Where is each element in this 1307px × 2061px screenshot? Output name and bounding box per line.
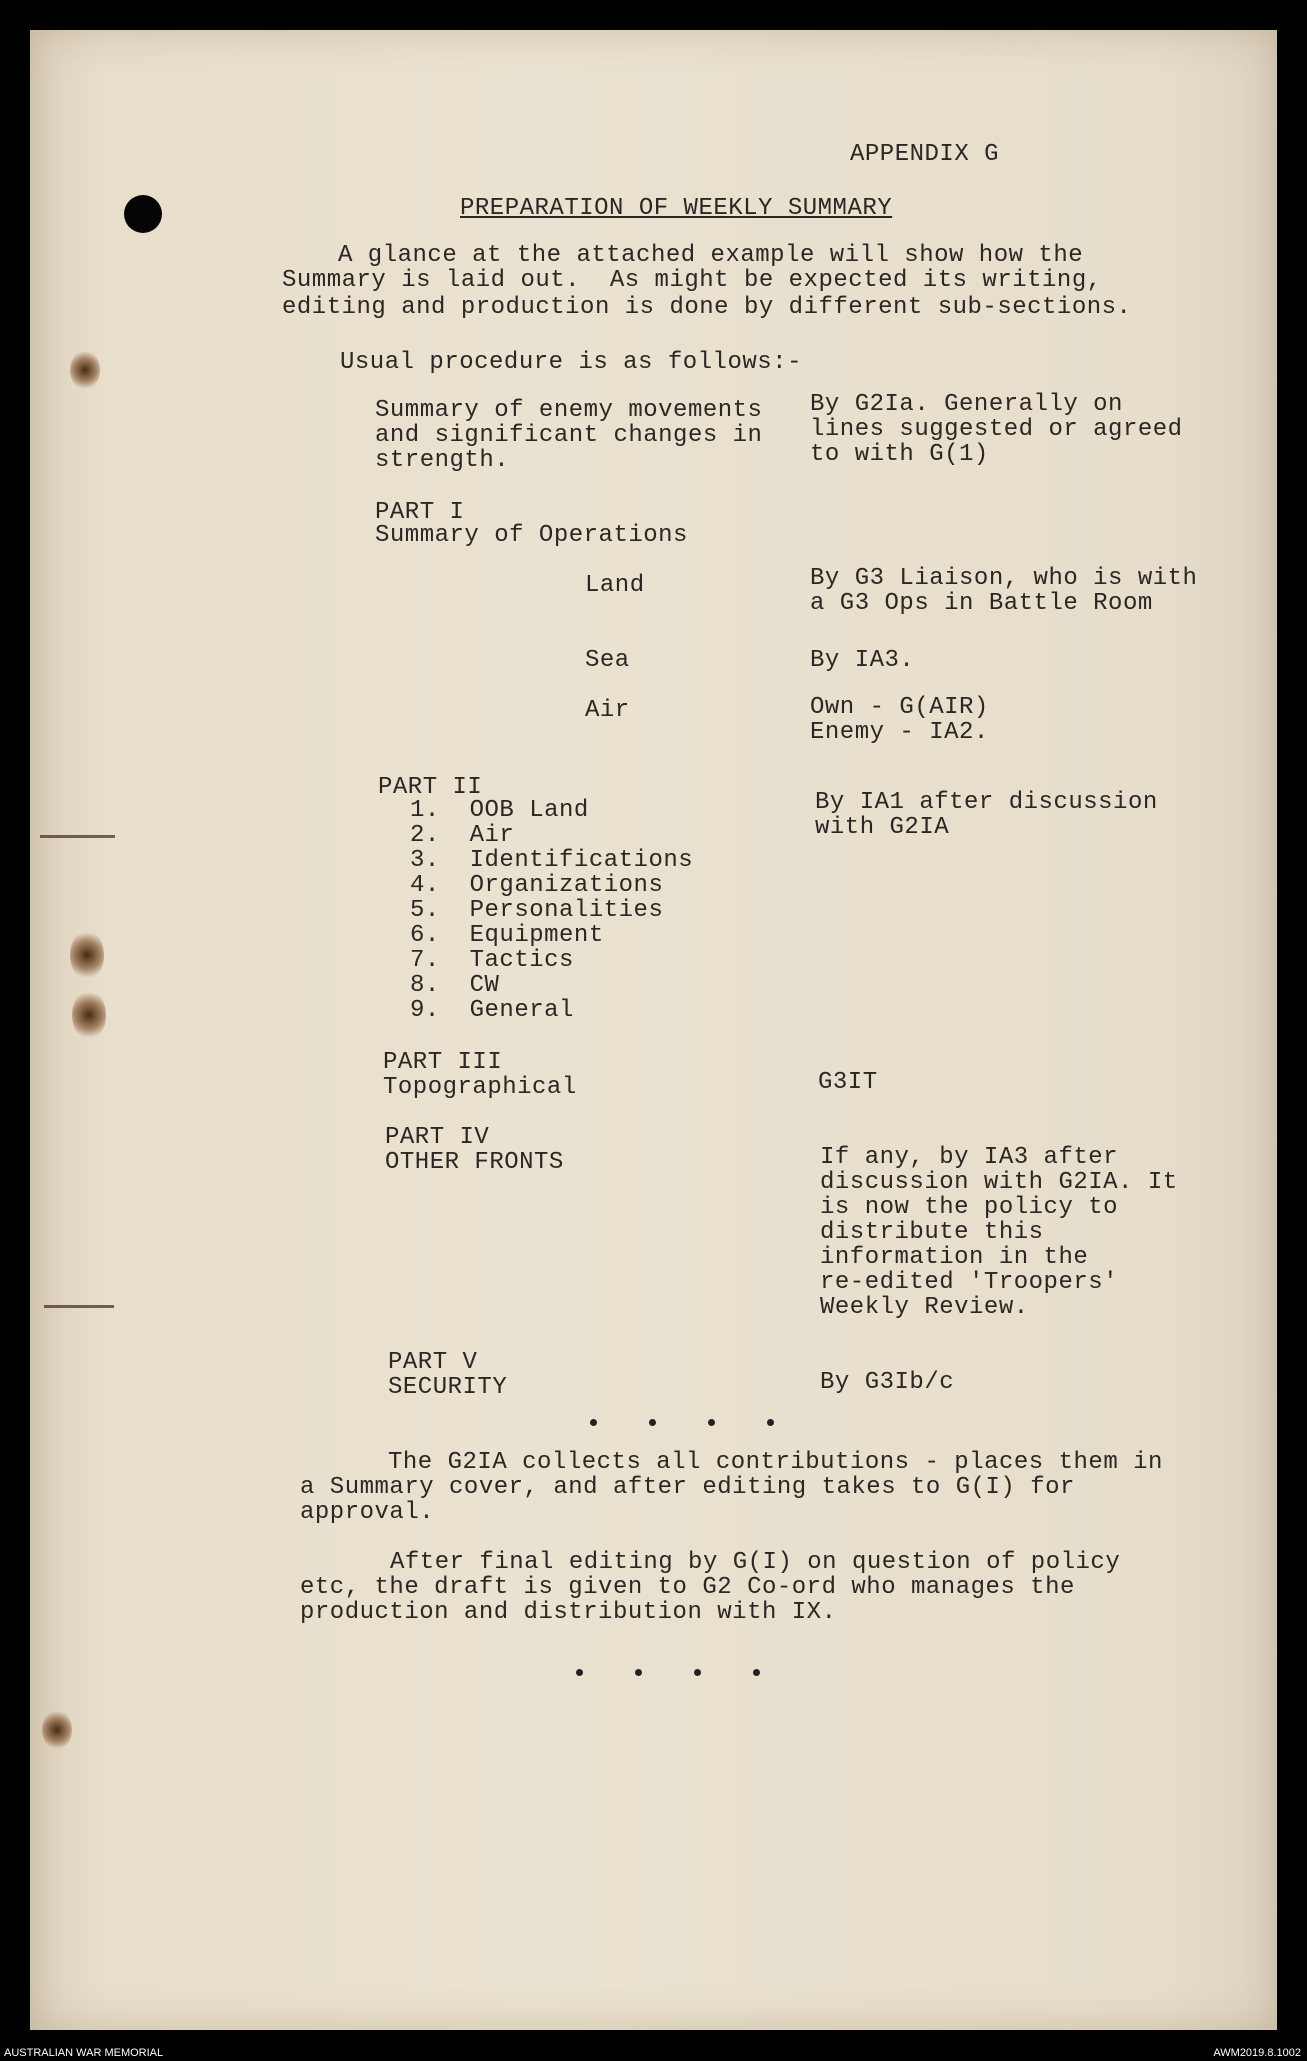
rust-stain	[42, 1710, 72, 1750]
rust-stain	[70, 930, 104, 980]
closing-paragraph-line: a Summary cover, and after editing takes to G(I) for	[300, 1474, 1075, 1501]
closing-paragraph-line: After final editing by G(I) on question of policy	[390, 1549, 1121, 1576]
part3-heading: PART III	[383, 1049, 503, 1076]
part5-heading: PART V	[388, 1349, 478, 1376]
part2-item: 7. Tactics	[410, 947, 574, 974]
rust-stain	[70, 350, 100, 390]
part2-text: By IA1 after discussion	[815, 789, 1158, 816]
part1-air-text: Own - G(AIR)	[810, 694, 989, 721]
part4-text: Weekly Review.	[820, 1294, 1029, 1321]
part4-subheading: OTHER FRONTS	[385, 1149, 564, 1176]
part1-sea-text: By IA3.	[810, 647, 915, 674]
part3-text: G3IT	[818, 1069, 878, 1096]
part2-item: 2. Air	[410, 822, 515, 849]
part1-heading: PART I	[375, 499, 465, 526]
part3-subheading: Topographical	[383, 1074, 577, 1101]
part1-sea-label: Sea	[585, 647, 630, 674]
part2-item: 6. Equipment	[410, 922, 604, 949]
summary-movements-left: and significant changes in	[375, 422, 763, 449]
closing-paragraph-line: etc, the draft is given to G2 Co-ord who manages the	[300, 1574, 1075, 1601]
divider-dot	[708, 1419, 715, 1426]
paper-tear	[44, 1305, 114, 1308]
divider-dot	[590, 1419, 597, 1426]
divider-dot	[635, 1669, 642, 1676]
divider-dot	[576, 1669, 583, 1676]
part4-heading: PART IV	[385, 1124, 490, 1151]
summary-movements-right: to with G(1)	[810, 441, 989, 468]
part1-subheading: Summary of Operations	[375, 522, 688, 549]
part2-heading: PART II	[378, 774, 483, 801]
divider-dot	[694, 1669, 701, 1676]
closing-paragraph-line: The G2IA collects all contributions - places them in	[388, 1449, 1163, 1476]
part1-air-text: Enemy - IA2.	[810, 719, 989, 746]
section-divider-dots	[590, 1413, 826, 1431]
summary-movements-right: By G2Ia. Generally on	[810, 391, 1123, 418]
document-title: PREPARATION OF WEEKLY SUMMARY	[460, 195, 893, 222]
part4-text: is now the policy to	[820, 1194, 1119, 1221]
part4-text: discussion with G2IA. It	[820, 1169, 1178, 1196]
part1-land-label: Land	[585, 572, 645, 599]
part2-item: 5. Personalities	[410, 897, 664, 924]
closing-paragraph-line: approval.	[300, 1499, 435, 1526]
usual-procedure: Usual procedure is as follows:-	[340, 349, 802, 376]
punch-hole	[124, 195, 162, 233]
part1-land-text: By G3 Liaison, who is with	[810, 565, 1198, 592]
appendix-heading: APPENDIX G	[850, 141, 1000, 168]
closing-paragraph-line: production and distribution with IX.	[300, 1599, 837, 1626]
part2-item: 3. Identifications	[410, 847, 694, 874]
divider-dot	[767, 1419, 774, 1426]
part2-item: 8. CW	[410, 972, 500, 999]
part5-subheading: SECURITY	[388, 1374, 508, 1401]
part4-text: information in the	[820, 1244, 1089, 1271]
part4-text: re-edited 'Troopers'	[820, 1269, 1119, 1296]
rust-stain	[72, 990, 106, 1040]
footer-right: AWM2019.8.1002	[1213, 2047, 1301, 2059]
document-page	[30, 30, 1277, 2030]
part4-text: If any, by IA3 after	[820, 1144, 1119, 1171]
part1-air-label: Air	[585, 697, 630, 724]
part2-item: 4. Organizations	[410, 872, 664, 899]
intro-line: A glance at the attached example will show how the	[338, 242, 1084, 269]
end-divider-dots	[576, 1663, 812, 1681]
part2-item: 9. General	[410, 997, 574, 1024]
part2-item: 1. OOB Land	[410, 797, 589, 824]
intro-line: editing and production is done by different sub-sections.	[282, 294, 1132, 321]
divider-dot	[753, 1669, 760, 1676]
divider-dot	[649, 1419, 656, 1426]
summary-movements-right: lines suggested or agreed	[810, 416, 1183, 443]
summary-movements-left: Summary of enemy movements	[375, 397, 763, 424]
part4-text: distribute this	[820, 1219, 1044, 1246]
paper-tear	[40, 835, 115, 838]
intro-line: Summary is laid out. As might be expected its writing,	[282, 267, 1102, 294]
part5-text: By G3Ib/c	[820, 1369, 955, 1396]
part2-text: with G2IA	[815, 814, 950, 841]
footer-left: AUSTRALIAN WAR MEMORIAL	[4, 2047, 164, 2059]
part1-land-text: a G3 Ops in Battle Room	[810, 590, 1153, 617]
summary-movements-left: strength.	[375, 447, 510, 474]
